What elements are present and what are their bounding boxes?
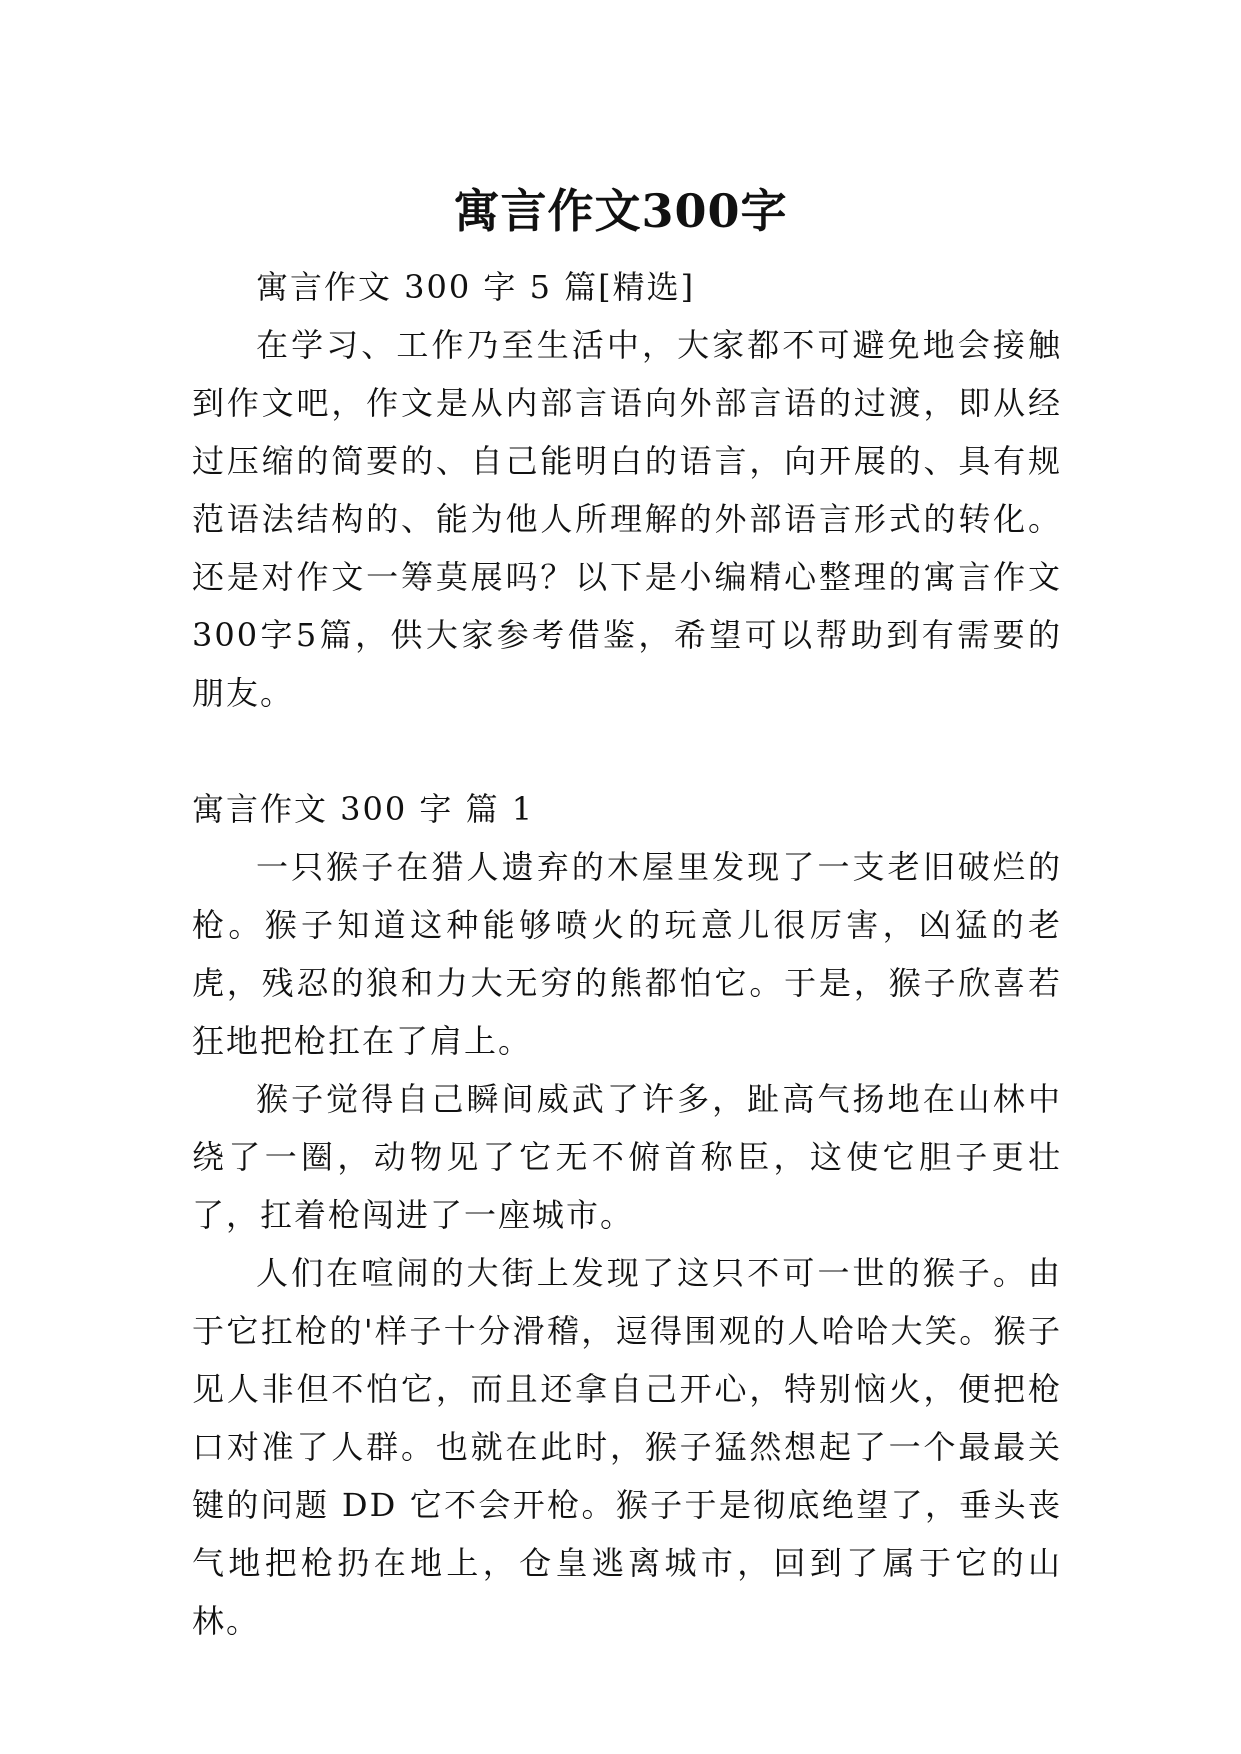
document-body [192, 258, 1062, 1650]
body-paragraph-2: 猴子觉得自己瞬间威武了许多，趾高气扬地在山林中绕了一圈，动物见了它无不俯首称臣，这使它胆子更壮了，扛着枪闯进了一座城市。 [192, 1080, 1062, 1234]
intro-paragraph: 在学习、工作乃至生活中，大家都不可避免地会接触到作文吧，作文是从内部言语向外部言语的过渡，即从经过压缩的简要的、自己能明白的语言，向开展的、具有规范语法结构的、能为他人所理解的外部语言形式的转化。还是对作文一筹莫展吗？以下是小编精心整理的寓言作文300字5篇，供大家参考借鉴，希望可以帮助到有需要的朋友。 [192, 326, 1062, 712]
document-subtitle: 寓言作文 300 字 5 篇[精选] [256, 268, 696, 306]
section-heading: 寓言作文 300 字 篇 1 [192, 790, 535, 828]
body-paragraph-3: 人们在喧闹的大街上发现了这只不可一世的猴子。由于它扛枪的'样子十分滑稽，逗得围观的人哈哈大笑。猴子见人非但不怕它，而且还拿自己开心，特别恼火，便把枪口对准了人群。也就在此时，猴子猛然想起了一个最最关键的问题 DD 它不会开枪。猴子于是彻底绝望了，垂头丧气地把枪扔在地上，仓皇逃离城市，回到了属于它的山林。 [192, 1254, 1062, 1640]
document-title: 寓言作文300字 [453, 183, 788, 238]
body-paragraph-1: 一只猴子在猎人遗弃的木屋里发现了一支老旧破烂的枪。猴子知道这种能够喷火的玩意儿很厉害，凶猛的老虎，残忍的狼和力大无穷的熊都怕它。于是，猴子欣喜若狂地把枪扛在了肩上。 [192, 848, 1062, 1060]
